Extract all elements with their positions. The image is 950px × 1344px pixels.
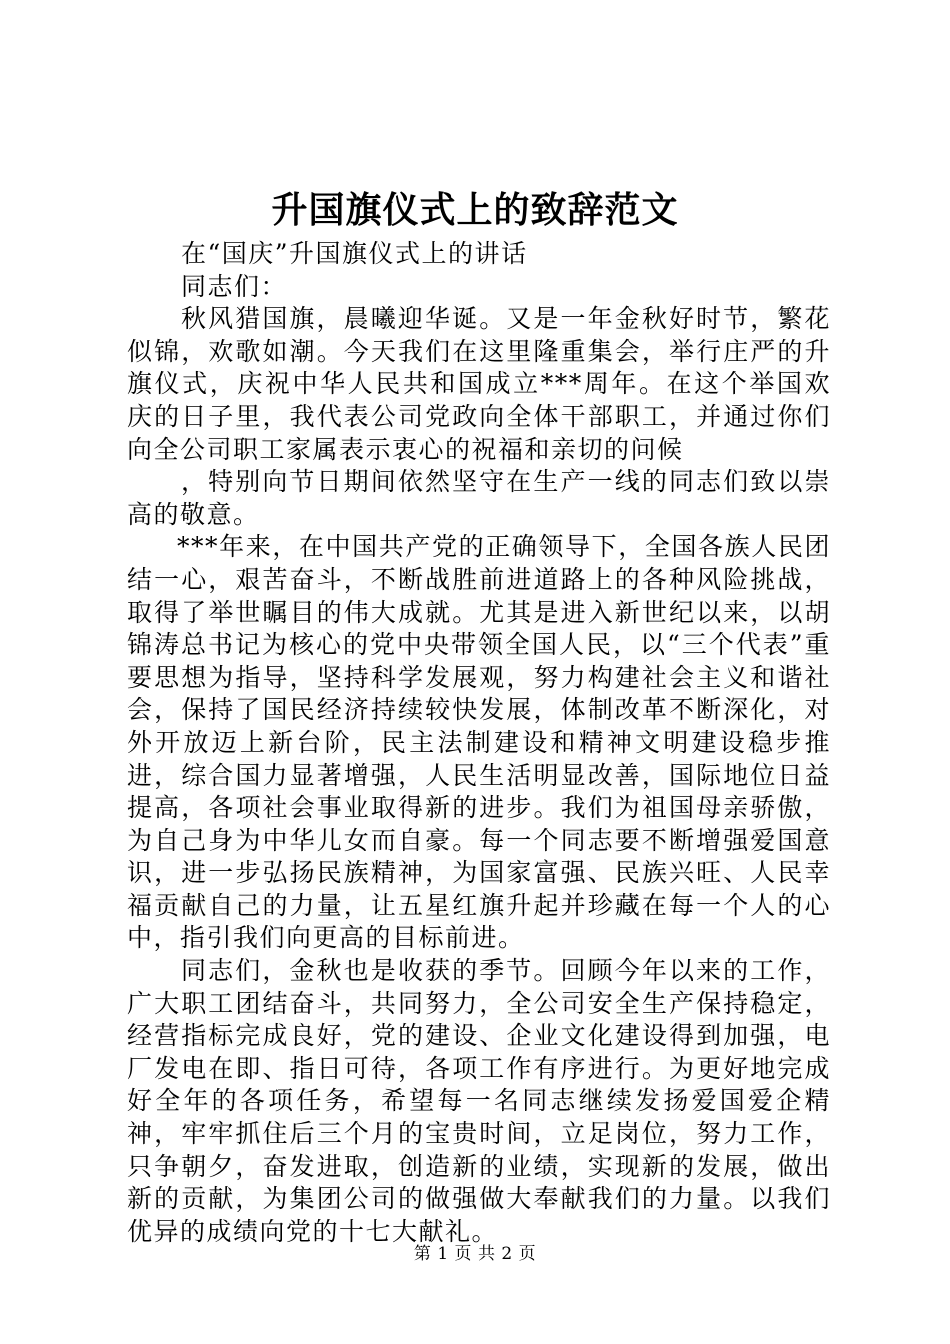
paragraph-harvest: 同志们，金秋也是收获的季节。回顾今年以来的工作，广大职工团结奋斗，共同努力，全公司安全生产保持稳定，经营指标完成良好，党的建设、企业文化建设得到加强，电厂发电在即、指日可待，各项工作有序进行。为更好地完成好全年的各项任务，希望每一名同志继续发扬爱国爱企精神，牢牢抓住后三个月的宝贵时间，立足岗位，努力工作，只争朝夕，奋发进取，创造新的业绩，实现新的发展，做出新的贡献，为集团公司的做强做大奉献我们的力量。以我们优异的成绩向党的十七大献礼。 — [127, 956, 831, 1246]
paragraph-greeting-continued: ，特别向节日期间依然坚守在生产一线的同志们致以崇高的敬意。 — [127, 467, 831, 529]
paragraph-greeting: 秋风猎国旗，晨曦迎华诞。又是一年金秋好时节，繁花似锦，欢歌如潮。今天我们在这里隆重集会，举行庄严的升旗仪式，庆祝中华人民共和国成立***周年。在这个举国欢庆的日子里，我代表公司党政向全体干部职工，并通过你们向全公司职工家属表示衷心的祝福和亲切的问候 — [127, 304, 831, 464]
document-title: 升国旗仪式上的致辞范文 — [271, 189, 679, 231]
salutation: 同志们： — [181, 271, 288, 301]
paragraph-achievements: ***年来，在中国共产党的正确领导下，全国各族人民团结一心，艰苦奋斗，不断战胜前进道路上的各种风险挑战，取得了举世瞩目的伟大成就。尤其是进入新世纪以来，以胡锦涛总书记为核心的党中央带领全国人民，以“三个代表”重要思想为指导，坚持科学发展观，努力构建社会主义和谐社会，保持了国民经济持续较快发展，体制改革不断深化，对外开放迈上新台阶，民主法制建设和精神文明建设稳步推进，综合国力显著增强，人民生活明显改善，国际地位日益提高，各项社会事业取得新的进步。我们为祖国母亲骄傲，为自己身为中华儿女而自豪。每一个同志要不断增强爱国意识，进一步弘扬民族精神，为国家富强、民族兴旺、人民幸福贡献自己的力量，让五星红旗升起并珍藏在每一个人的心中，指引我们向更高的目标前进。 — [127, 532, 831, 953]
page-footer: 第 1 页 共 2 页 — [413, 1244, 537, 1264]
document-body — [127, 238, 831, 1248]
speech-heading: 在“国庆”升国旗仪式上的讲话 — [181, 239, 528, 268]
